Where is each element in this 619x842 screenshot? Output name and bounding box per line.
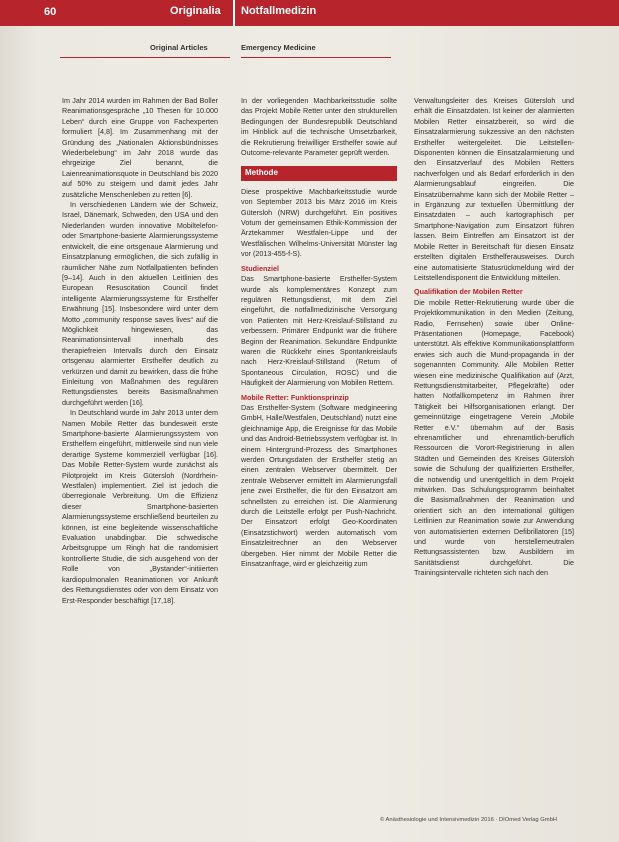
header-divider <box>233 0 235 26</box>
subheading-function: Mobile Retter: Funktionsprinzip <box>241 392 349 402</box>
section-heading-methods: Methode <box>241 166 397 180</box>
subtitle-left: Original Articles <box>150 43 208 52</box>
paragraph: Im Jahr 2014 wurden im Rahmen der Bad Boller Reanimationsgespräche „10 Thesen für 10.000 Leben“ durch eine Gruppe von Fachexperten formuliert [4,8]. Im Zusammenhang mit der Gründung des „Nationalen Aktionsbündnisses Wiederbelebung“ im Jahr 2018 wurde das ehrgeizige Ziel benannt, die Laienreanimationsquote in Deutschland bis 2020 auf 50% zu steigern und damit jedes Jahr zusätzliche Menschenleben zu retten [6]. <box>62 96 218 199</box>
paragraph: Das Smartphone-basierte Ersthelfer-System wurde als komplementäres Konzept zum regulären Rettungsdienst, mit dem Ziel eingeführt, die notfallmedizinische Versorgung von Patienten mit Herz-Kreislauf-Stillstand zu verbessern. Primärer Endpunkt war die frühere Beginn der Reanimation. Sekundäre Endpunkte waren die Rückkehr eines Spontankreislaufs nach Herz-Kreislauf-Stillstand (Return of Spontaneous Circulation, ROSC) und die Häufigkeit der Alarmierung von Mobilen Rettern. <box>241 274 397 388</box>
page-number: 60 <box>44 6 57 18</box>
copyright-footer: © Anästhesiologie und Intensivmedizin 2016 · DIOmed Verlag GmbH <box>380 817 557 823</box>
subtitle-right: Emergency Medicine <box>241 43 316 52</box>
section-title-right: Notfallmedizin <box>241 5 317 17</box>
subtitle-rule-left <box>60 57 230 58</box>
paragraph: In der vorliegenden Machbarkeitsstudie sollte das Projekt Mobile Retter unter den strukturellen Bedingungen der Bundesrepublik Deutschland im Hinblick auf die technische Umsetzbarkeit, die Rekrutierung freiwilliger Ersthelfer sowie auf Outcome-relevante Parameter geprüft werden. <box>241 96 397 158</box>
paragraph: In Deutschland wurde im Jahr 2013 unter dem Namen Mobile Retter das bundesweit erste Smartphone-basierte Alarmierungssystem von Ersthelfern eingeführt, mittlerweile sind nun viele derartige Systeme kommerziell verfügbar [16]. Das Mobile Retter-System wurde zunächst als Pilotprojekt im Kreis Gütersloh (Nordrhein-Westfalen) implementiert. Ziel ist jedoch die überregionale Verbreitung. Um die Effizienz dieser Smartphone-basierten Alarmierungssysteme erschließend beurteilen zu können, ist eine begleitende wissenschaftliche Evaluation unabdingbar. Die schwedische Arbeitsgruppe um Ringh hat die randomisiert kontrollierte Studie, die sich ausgehend von der Rolle von „Bystander“-initiierten kardiopulmonalen Reanimationen vor Ankunft des Rettungsdienstes oder von dem Einsatz von Erst-Responder beschäftigt [17,18]. <box>62 408 218 605</box>
paragraph: Verwaltungsleiter des Kreises Gütersloh und erhält die Einsatzdaten. Ist keiner der alarmierten Mobilen Retter einsatzbereit, so wird die Einsatzalarmierung sukzessive an den nächsten Ersthelfer weitergeleitet. Die Leitstellen-Disponenten können die Einsatzalarmierung und den Einsatzverlauf des Mobilen Retters nachverfolgen und als Bedarf erforderlich in den Alarmierungsablauf eingreifen. Die Einsatzübernahme kann sich der Mobile Retter – in Ergänzung zur textuellen Übermittlung der Einsatzdaten – auch kartographisch per Smartphone-Navigation zum Einsatzort führen lassen. Beim Eintreffen am Einsatzort ist der Mobile Retter in Bereitschaft für diesen Einsatz erstellten digitalen Ersthelferausweises. Durch eine automatisierte Statusrückmeldung wird der Leitstellendisponent die Entwicklung mitteilen. <box>414 96 574 282</box>
header-band <box>0 0 619 26</box>
paragraph: In verschiedenen Ländern wie der Schweiz, Israel, Dänemark, Schweden, den USA und den Niederlanden wurden innovative Mobiltelefon- oder Smartphone-basierte Alarmierungssysteme entwickelt, die eine ortsgenaue Alarmierung und Einsatzplanung ermöglichen, die sich zufällig in räumlicher Nähe zum Notfallpatienten befinden [9–14]. Auch in den aktuellen Leitlinien des European Resuscitation Council findet intelligente Alarmierungssysteme für Ersthelfer Erwähnung [15]. Insbesondere wird unter dem Motto „community response saves lives“ auf die Möglichkeit hingewiesen, das Reanimationsintervall innerhalb des therapiefreien Intervalls durch den Einsatz ortsgenau alarmierter Ersthelfer deutlich zu verkürzen und damit zu bewirken, dass die frühe Einleitung von Maßnahmen des regulären Rettungsdienstes bereits Basismaßnahmen durchgeführt werden [16]. <box>62 200 218 407</box>
section-title-left: Originalia <box>170 5 221 17</box>
paragraph: Die mobile Retter-Rekrutierung wurde über die Projektkommunikation in den Medien (Zeitung, Radio, Fernsehen) sowie über Online-Präsentationen (Homepage, Facebook) unterstützt. Als effektive Kommunikationsplattform erwies sich auch die Mund-propaganda in der sogenannten Community. Alle Mobilen Retter wiesen eine medizinische Qualifikation auf (Arzt, Rettungsdienstmitarbeiter, Pflegekräfte) oder hatten Notfallkompetenz im Rahmen ihrer Tätigkeit bei Hilfsorganisationen erlangt. Der gemeinnützige eingetragene Verein „Mobile Retter e.V.“ übernahm auf der Basis ehrenamtlicher und ehrenamtlich-beruflich Ressourcen die Vorort-Registrierung in allen Städten und Gemeinden des Kreises Gütersloh sowie die Schulung der qualifizierten Ersthelfer, die notwendig und unentgeltlich in dem Projekt mitwirken. Das Schulungsprogramm beinhaltet die Basismaßnahmen der Reanimation und orientiert sich an den international gültigen Leitlinien zur Reanimation sowie zur Anwendung von automatisierten externen Defibrillatoren [15] und wurde von herstellerneutralen Rettungsassistenten bzw. Ausbildern im Sanitätsdienst durchgeführt. Die Trainingsintervalle richteten sich nach den <box>414 297 574 578</box>
text-column-2 <box>241 96 397 569</box>
paragraph: Diese prospektive Machbarkeitsstudie wurde von September 2013 bis März 2016 im Kreis Gütersloh (NRW) durchgeführt. Ein positives Votum der gemeinsamen Ethik-Kommission der Ärztekammer Westfalen-Lippe und der Westfälischen Wilhelms-Universität Münster lag vor (2013-455-f-S). <box>241 186 397 259</box>
subtitle-rule-right <box>241 57 391 58</box>
subheading-study-aim: Studienziel <box>241 263 279 273</box>
subheading-qualification: Qualifikation der Mobilen Retter <box>414 287 523 297</box>
paragraph: Das Ersthelfer-System (Software medgineering GmbH, Halle/Westfalen, Deutschland) nutzt eine gleichnamige App, die Ereignisse für das Mobile und das Android-Betriebssystem verfügbar ist. In einem Hintergrund-Prozess des Smartphones werden Ortungsdaten der Ersthelfer stetig an einen zentralen Webserver übermittelt. Der zentrale Webserver ermittelt im Alarmierungsfall jene zwei Ersthelfer, die für den Einsatzort am schnellsten zu erreichen ist. Die Alarmierung durch die Leitstelle erfolgt per Push-Nachricht. Der Einsatzort erfolgt Geo-Koordinaten (Einsatzstichwort) werden automatisch vom Einsatzleitrechner an den Webserver übergeben. Hier nimmt der Mobile Retter die Einsatzanfrage, wird er gleichzeitig zum <box>241 402 397 569</box>
text-column-1 <box>62 96 218 606</box>
text-column-3 <box>414 96 574 579</box>
